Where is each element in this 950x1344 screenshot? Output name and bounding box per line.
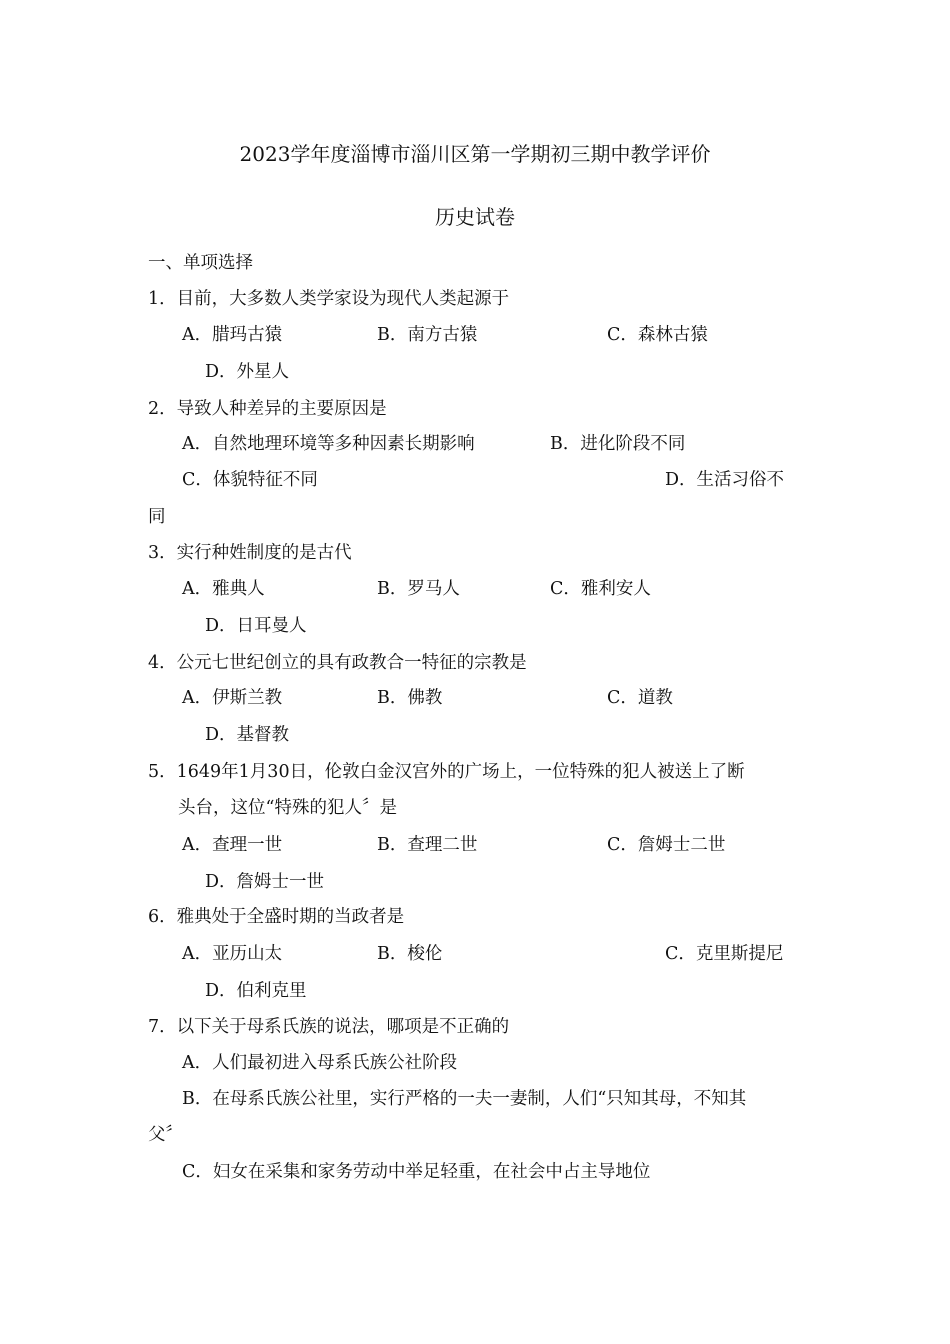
exam-subtitle: 历史试卷 xyxy=(435,205,515,229)
question-2-option-d-wrap: 同 xyxy=(148,507,166,527)
question-2-stem: 2．导致人种差异的主要原因是 xyxy=(148,399,387,419)
question-7-option-b: B．在母系氏族公社里，实行严格的一夫一妻制，人们“只知其母，不知其 xyxy=(182,1089,747,1109)
question-7-option-b-wrap: 父〞 xyxy=(148,1125,183,1145)
question-4-option-b: B．佛教 xyxy=(377,688,443,708)
question-5-stem: 5．1649年1月30日，伦敦白金汉宫外的广场上，一位特殊的犯人被送上了断 xyxy=(148,762,745,782)
question-7-option-a: A．人们最初进入母系氏族公社阶段 xyxy=(182,1053,458,1073)
question-1-stem: 1．目前，大多数人类学家设为现代人类起源于 xyxy=(148,289,510,309)
question-6-option-b: B．梭伦 xyxy=(377,944,443,964)
question-7-stem: 7．以下关于母系氏族的说法，哪项是不正确的 xyxy=(148,1017,510,1037)
question-4-option-a: A．伊斯兰教 xyxy=(182,688,283,708)
question-5-option-d: D．詹姆士一世 xyxy=(205,872,325,892)
question-6-stem: 6．雅典处于全盛时期的当政者是 xyxy=(148,907,405,927)
exam-title: 2023学年度淄博市淄川区第一学期初三期中教学评价 xyxy=(239,142,711,166)
question-3-option-b: B．罗马人 xyxy=(377,579,460,599)
question-5-stem-continued: 头台，这位“特殊的犯人〞是 xyxy=(178,798,397,818)
question-2-option-c: C．体貌特征不同 xyxy=(182,470,318,490)
question-5-option-c: C．詹姆士二世 xyxy=(607,835,726,855)
question-2-option-a: A．自然地理环境等多种因素长期影响 xyxy=(182,434,475,454)
question-4-stem: 4．公元七世纪创立的具有政教合一特征的宗教是 xyxy=(148,653,527,673)
question-5-option-b: B．查理二世 xyxy=(377,835,478,855)
question-1-option-a: A．腊玛古猿 xyxy=(182,325,283,345)
question-3-option-a: A．雅典人 xyxy=(182,579,265,599)
question-5-option-a: A．查理一世 xyxy=(182,835,283,855)
question-3-option-d: D．日耳曼人 xyxy=(205,616,307,636)
question-3-stem: 3．实行种姓制度的是古代 xyxy=(148,543,352,563)
question-6-option-a: A．亚历山太 xyxy=(182,944,283,964)
question-4-option-d: D．基督教 xyxy=(205,725,290,745)
question-2-option-d: D．生活习俗不 xyxy=(665,470,785,490)
question-1-option-b: B．南方古猿 xyxy=(377,325,478,345)
question-6-option-d: D．伯利克里 xyxy=(205,981,307,1001)
question-3-option-c: C．雅利安人 xyxy=(550,579,651,599)
section-heading: 一、单项选择 xyxy=(148,253,253,273)
question-2-option-b: B．进化阶段不同 xyxy=(550,434,686,454)
question-6-option-c: C．克里斯提尼 xyxy=(665,944,784,964)
question-1-option-c: C．森林古猿 xyxy=(607,325,708,345)
question-1-option-d: D．外星人 xyxy=(205,362,290,382)
question-7-option-c: C．妇女在采集和家务劳动中举足轻重，在社会中占主导地位 xyxy=(182,1162,651,1182)
question-4-option-c: C．道教 xyxy=(607,688,673,708)
